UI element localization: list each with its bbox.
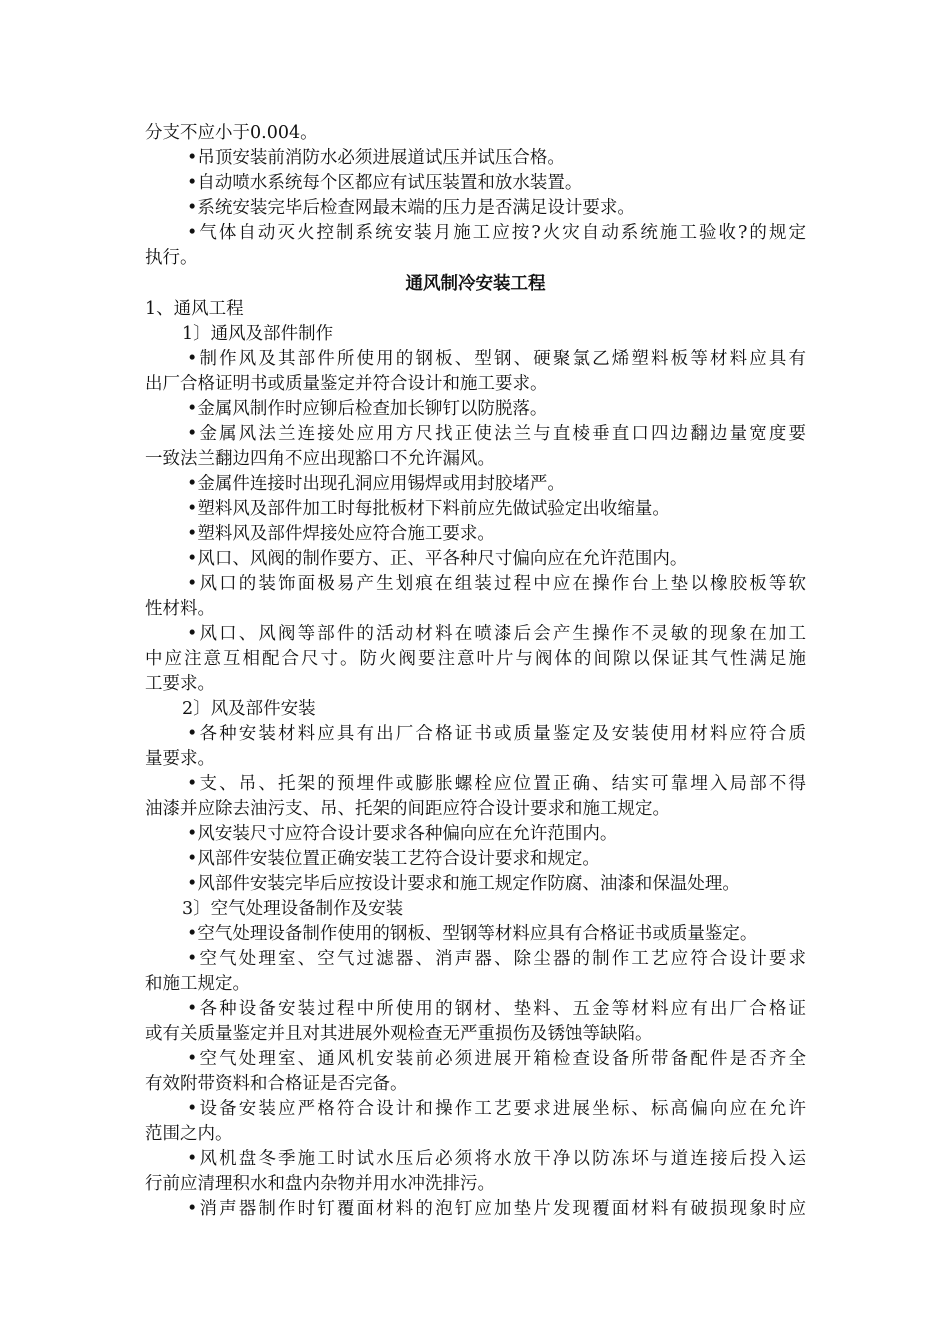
bullet-line: •风部件安装位置正确安装工艺符合设计要求和规定。 [187,849,600,869]
subsection-heading: 1〕通风及部件制作 [182,324,334,344]
bullet-line: •制作风及其部件所使用的钢板、型钢、硬聚氯乙烯塑料板等材料应具有 [187,349,806,369]
subsection-heading: 3〕空气处理设备制作及安装 [182,899,404,919]
text-line: 中应注意互相配合尺寸。防火阀要注意叶片与阀体的间隙以保证其气性满足施 [145,649,806,669]
text-line: 和施工规定。 [145,974,250,994]
section-title: 通风制冷安装工程 [405,274,546,294]
bullet-line: •风口、风阀的制作要方、正、平各种尺寸偏向应在允许范围内。 [187,549,688,569]
bullet-line: •空气处理室、空气过滤器、消声器、除尘器的制作工艺应符合设计要求 [187,949,806,969]
bullet-line: •自动喷水系统每个区都应有试压装置和放水装置。 [187,173,583,193]
bullet-line: •气体自动灭火控制系统安装月施工应按?火灾自动系统施工验收?的规定 [187,223,806,243]
bullet-line: •风机盘冬季施工时试水压后必须将水放干净以防冻坏与道连接后投入运 [187,1149,806,1169]
bullet-line: •风部件安装完毕后应按设计要求和施工规定作防腐、油漆和保温处理。 [187,874,740,894]
bullet-line: •风安装尺寸应符合设计要求各种偏向应在允许范围内。 [187,824,618,844]
text-line: 性材料。 [145,599,215,619]
bullet-line: •塑料风及部件焊接处应符合施工要求。 [187,524,495,544]
text-line: 油漆并应除去油污支、吊、托架的间距应符合设计要求和施工规定。 [145,799,670,819]
subsection-heading: 2〕风及部件安装 [182,699,316,719]
bullet-line: •金属风法兰连接处应用方尺找正使法兰与直棱垂直口四边翻边量宽度要 [187,424,806,444]
bullet-line: •风口、风阀等部件的活动材料在喷漆后会产生操作不灵敏的现象在加工 [187,624,806,644]
bullet-line: •风口的装饰面极易产生划痕在组装过程中应在操作台上垫以橡胶板等软 [187,574,806,594]
text-line: 有效附带资料和合格证是否完备。 [145,1074,408,1094]
text-line: 范围之内。 [145,1124,233,1144]
text-line: 分支不应小于0.004。 [145,123,318,143]
text-line: 量要求。 [145,749,215,769]
bullet-line: •塑料风及部件加工时每批板材下料前应先做试验定出收缩量。 [187,499,670,519]
text-line: 工要求。 [145,674,215,694]
text-line: 出厂合格证明书或质量鉴定并符合设计和施工要求。 [145,374,548,394]
bullet-line: •各种设备安装过程中所使用的钢材、垫料、五金等材料应有出厂合格证 [187,999,806,1019]
bullet-line: •系统安装完毕后检查网最末端的压力是否满足设计要求。 [187,198,635,218]
bullet-line: •金属风制作时应铆后检查加长铆钉以防脱落。 [187,399,548,419]
bullet-line: •空气处理设备制作使用的钢板、型钢等材料应具有合格证书或质量鉴定。 [187,924,758,944]
bullet-line: •支、吊、托架的预埋件或膨胀螺栓应位置正确、结实可靠埋入局部不得 [187,774,806,794]
bullet-line: •各种安装材料应具有出厂合格证书或质量鉴定及安装使用材料应符合质 [187,724,806,744]
bullet-line: •金属件连接时出现孔洞应用锡焊或用封胶堵严。 [187,474,565,494]
text-line: 执行。 [145,248,198,268]
section-heading: 1、通风工程 [145,299,244,319]
bullet-line: •吊顶安装前消防水必须进展道试压并试压合格。 [187,148,565,168]
text-line: 一致法兰翻边四角不应出现豁口不允许漏风。 [145,449,495,469]
text-line: 行前应清理积水和盘内杂物并用水冲洗排污。 [145,1174,495,1194]
bullet-line: •设备安装应严格符合设计和操作工艺要求进展坐标、标高偏向应在允许 [187,1099,806,1119]
bullet-line: •空气处理室、通风机安装前必须进展开箱检查设备所带备配件是否齐全 [187,1049,806,1069]
bullet-line: •消声器制作时钉覆面材料的泡钉应加垫片发现覆面材料有破损现象时应 [187,1199,806,1219]
text-line: 或有关质量鉴定并且对其进展外观检查无严重损伤及锈蚀等缺陷。 [145,1024,653,1044]
